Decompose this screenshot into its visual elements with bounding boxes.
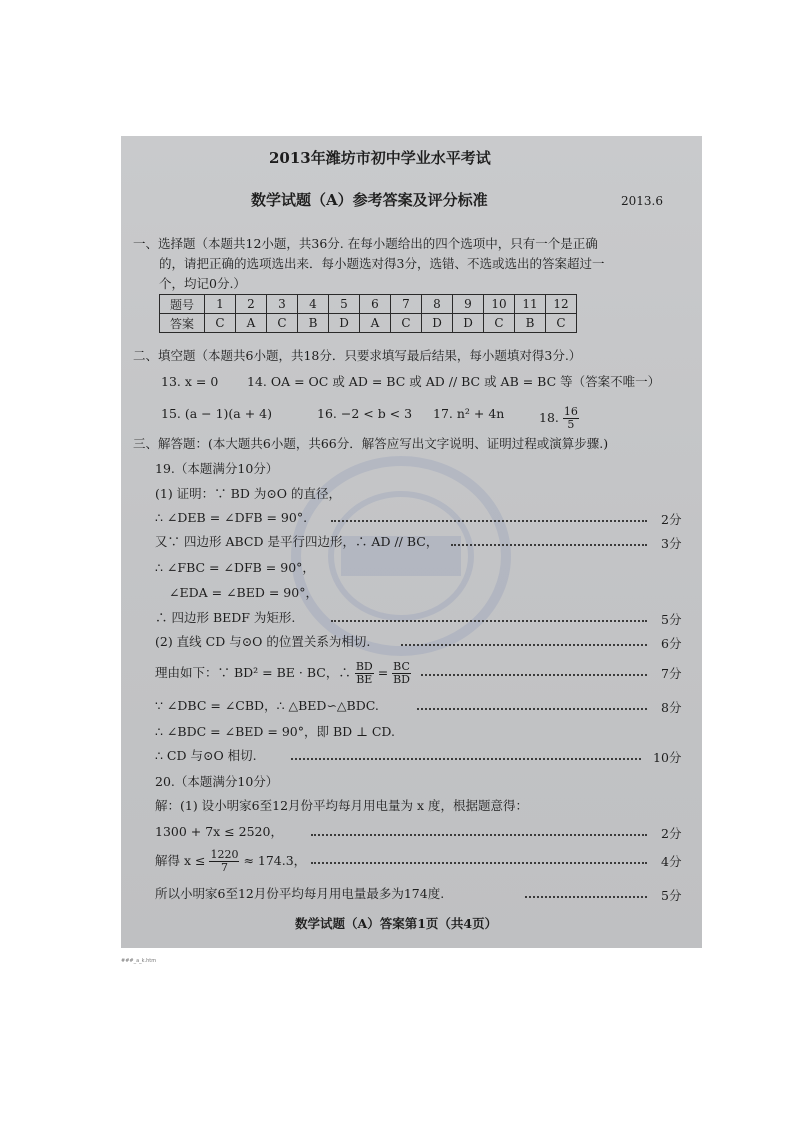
q18-numerator: 16 (563, 405, 578, 418)
section2-heading: 二、填空题（本题共6小题，共18分．只要求填写最后结果，每小题填对得3分.） (133, 348, 582, 363)
table-cell: 7 (391, 295, 422, 314)
score-mark: 5分 (661, 612, 682, 627)
section1-line2: 的，请把正确的选项选出来．每小题选对得3分，选错、不选或选出的答案超过一 (159, 256, 605, 271)
q19-line11: ∴ CD 与⊙O 相切. (155, 748, 257, 763)
exam-title: 2013年潍坊市初中学业水平考试 (269, 149, 491, 167)
table-cell: 4 (298, 295, 329, 314)
answer-q13: 13. x = 0 (161, 374, 219, 389)
watermark-emblem (281, 446, 521, 666)
score-mark: 6分 (661, 636, 682, 651)
fraction-1220-7 (209, 849, 239, 874)
score-mark: 3分 (661, 536, 682, 551)
fraction-numerator: BC (393, 660, 410, 673)
table-cell: B (515, 314, 546, 333)
q20-line3-text: 解得 x ≤ (155, 853, 206, 868)
fraction-denominator: 7 (220, 861, 228, 874)
page-footer: 数学试题（A）答案第1页（共4页） (295, 916, 498, 931)
score-mark: 7分 (661, 666, 682, 681)
table-row-answers (160, 314, 577, 333)
q18-fraction (563, 406, 579, 431)
fraction-denominator: BE (356, 673, 373, 686)
q19-line1: (1) 证明：∵ BD 为⊙O 的直径， (155, 486, 342, 501)
table-cell: D (453, 314, 484, 333)
q19-line8-text: 理由如下：∵ BD² = BE · BC，∴ (155, 665, 351, 680)
score-mark: 2分 (661, 826, 682, 841)
table-cell: C (205, 314, 236, 333)
section3-heading: 三、解答题：(本大题共6小题，共66分．解答应写出文字说明、证明过程或演算步骤.) (133, 436, 609, 451)
dotted-leader (451, 544, 647, 546)
fraction-denominator: BD (393, 673, 410, 686)
table-cell: 6 (360, 295, 391, 314)
score-mark: 8分 (661, 700, 682, 715)
q19-line2: ∴ ∠DEB = ∠DFB = 90°. (155, 510, 308, 525)
fraction-numerator: 1220 (210, 848, 239, 861)
equals-sign: = (377, 665, 389, 680)
table-cell: 3 (267, 295, 298, 314)
table-cell: D (329, 314, 360, 333)
score-mark: 2分 (661, 512, 682, 527)
answer-key-subtitle: 数学试题（A）参考答案及评分标准 (251, 191, 488, 209)
fraction-bd-be (355, 661, 374, 686)
q20-line3 (155, 846, 306, 876)
dotted-leader (331, 520, 647, 522)
table-cell: 2 (236, 295, 267, 314)
q19-line6: ∴ 四边形 BEDF 为矩形. (155, 610, 296, 625)
answer-q17: 17. n² + 4n (433, 406, 505, 421)
score-mark: 10分 (653, 750, 682, 765)
table-cell: A (236, 314, 267, 333)
section1-line3: 个，均记0分.） (159, 276, 246, 291)
dotted-leader (311, 834, 647, 836)
q19-line3: 又∵ 四边形 ABCD 是平行四边形，∴ AD // BC， (155, 534, 439, 549)
table-cell: C (546, 314, 577, 333)
q19-title: 19.（本题满分10分） (155, 461, 279, 476)
answer-q14: 14. OA = OC 或 AD = BC 或 AD // BC 或 AB = BC 等（答案不唯一） (247, 374, 661, 389)
q19-line9: ∵ ∠DBC = ∠CBD，∴ △BED∽△BDC. (155, 698, 379, 713)
table-cell: C (484, 314, 515, 333)
table-cell: 11 (515, 295, 546, 314)
q19-line5: ∠EDA = ∠BED = 90°， (169, 585, 318, 600)
dotted-leader (311, 862, 647, 864)
answer-table (159, 294, 577, 333)
exam-date: 2013.6 (621, 194, 663, 208)
q18-label: 18. (539, 410, 559, 425)
dotted-leader (525, 896, 647, 898)
table-header-cell: 答案 (160, 314, 205, 333)
dotted-leader (401, 644, 647, 646)
table-cell: B (298, 314, 329, 333)
answer-q16: 16. −2 < b < 3 (317, 406, 413, 421)
answer-q18 (539, 406, 579, 431)
table-row-numbers (160, 295, 577, 314)
dotted-leader (331, 620, 647, 622)
section1-line1: 一、选择题（本题共12小题，共36分. 在每小题给出的四个选项中，只有一个是正确 (133, 236, 598, 251)
answer-q15: 15. (a − 1)(a + 4) (161, 406, 273, 421)
score-mark: 4分 (661, 854, 682, 869)
q19-line7: (2) 直线 CD 与⊙O 的位置关系为相切. (155, 634, 371, 649)
table-cell: 5 (329, 295, 360, 314)
q19-line10: ∴ ∠BDC = ∠BED = 90°，即 BD ⊥ CD. (155, 724, 395, 739)
dotted-leader (417, 708, 647, 710)
q20-line1: 解：(1) 设小明家6至12月份平均每月用电量为 x 度，根据题意得： (155, 798, 529, 813)
table-cell: C (391, 314, 422, 333)
q19-line8 (155, 658, 411, 688)
table-cell: 9 (453, 295, 484, 314)
score-mark: 5分 (661, 888, 682, 903)
table-cell: 1 (205, 295, 236, 314)
dotted-leader (421, 674, 647, 676)
q19-line4: ∴ ∠FBC = ∠DFB = 90°， (155, 560, 315, 575)
q20-title: 20.（本题满分10分） (155, 774, 279, 789)
q20-line2: 1300 + 7x ≤ 2520， (155, 824, 283, 839)
q20-line3-result: ≈ 174.3， (243, 853, 307, 868)
scanned-answer-sheet (121, 136, 702, 948)
table-cell: 12 (546, 295, 577, 314)
table-header-cell: 题号 (160, 295, 205, 314)
table-cell: 8 (422, 295, 453, 314)
q18-denominator: 5 (567, 418, 575, 431)
fraction-bc-bd (392, 661, 411, 686)
table-cell: C (267, 314, 298, 333)
tiny-caption: ###_a_k.htm (121, 958, 157, 964)
table-cell: D (422, 314, 453, 333)
table-cell: A (360, 314, 391, 333)
fraction-numerator: BD (355, 660, 373, 673)
dotted-leader (291, 758, 641, 760)
q20-line4: 所以小明家6至12月份平均每月用电量最多为174度. (155, 886, 445, 901)
table-cell: 10 (484, 295, 515, 314)
